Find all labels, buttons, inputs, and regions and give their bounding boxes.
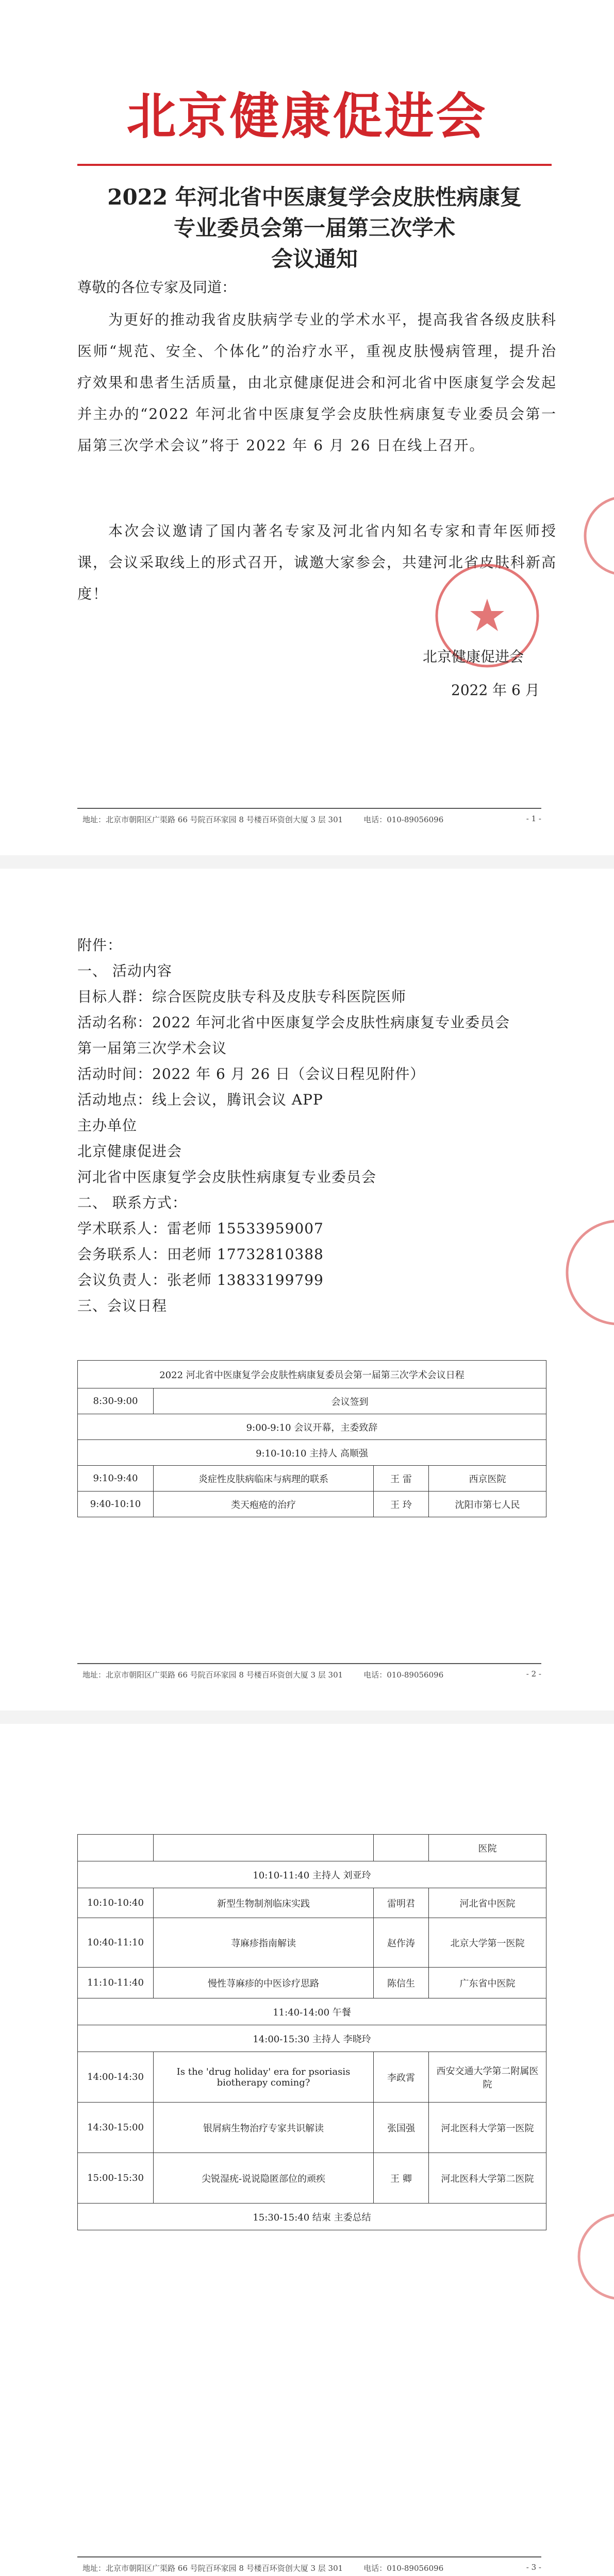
attachment-label: 附件： <box>77 937 123 954</box>
notice-paragraph-1: 为更好的推动我省皮肤病学专业的学术水平，提高我省各级皮肤科医师“规范、安全、个体化”的治疗水平，重视皮肤慢病管理，提升治疗效果和患者生活质量，由北京健康促进会和河北省中医康复学会发起并主办的“2022 年河北省中医康复学会皮肤性病康复专业委员会第一届第三次学术会议”将于 2022 年 6 月 26 日在线上召开。 <box>77 311 557 454</box>
schedule-time <box>78 1835 154 1861</box>
schedule-table-title: 2022 河北省中医康复学会皮肤性病康复委员会第一届第三次学术会议日程 <box>78 1361 546 1388</box>
schedule-speaker <box>374 1835 429 1861</box>
schedule-unit: 西京医院 <box>429 1466 546 1492</box>
footer-phone: 电话：010-89056096 <box>363 1670 444 1680</box>
schedule-topic: 荨麻疹指南解读 <box>154 1918 374 1968</box>
schedule-time: 11:10-11:40 <box>78 1968 154 1998</box>
notice-paragraph-2: 本次会议邀请了国内著名专家及河北省内知名专家和青年医师授课，会议采取线上的形式召开，诚邀大家参会，共建河北省皮肤科新高度！ <box>77 522 557 602</box>
organizer-1: 北京健康促进会 <box>77 1143 182 1160</box>
schedule-speaker: 王 玲 <box>374 1492 429 1517</box>
doc-title-line-1: 2022 年河北省中医康复学会皮肤性病康复 <box>107 184 522 210</box>
schedule-topic: 慢性荨麻疹的中医诊疗思路 <box>154 1968 374 1998</box>
section-heading-activity: 一、 活动内容 <box>77 962 172 979</box>
activity-time: 活动时间：2022 年 6 月 26 日（会议日程见附件） <box>77 1065 425 1082</box>
schedule-topic: 银屑病生物治疗专家共识解读 <box>154 2103 374 2153</box>
page-footer <box>82 814 541 825</box>
schedule-time: 14:30-15:00 <box>78 2103 154 2153</box>
schedule-topic: Is the 'drug holiday' era for psoriasis biotherapy coming? <box>154 2052 374 2103</box>
signature-date: 2022 年 6 月 <box>451 682 540 699</box>
schedule-speaker: 赵作涛 <box>374 1918 429 1968</box>
footer-address: 地址：北京市朝阳区广渠路 66 号院百环家园 8 号楼百环资创大厦 3 层 301 <box>82 815 343 824</box>
edge-seal-partial <box>577 495 614 579</box>
schedule-unit: 河北医科大学第二医院 <box>429 2153 546 2204</box>
schedule-speaker: 陈信生 <box>374 1968 429 1998</box>
footer-phone: 电话：010-89056096 <box>363 2564 444 2573</box>
schedule-session: 10:10-11:40 主持人 刘亚玲 <box>78 1861 546 1888</box>
schedule-speaker: 雷明君 <box>374 1888 429 1918</box>
schedule-speaker: 王 卿 <box>374 2153 429 2204</box>
contact-head: 会议负责人：张老师 13833199799 <box>77 1272 324 1289</box>
section-heading-contacts: 二、 联系方式： <box>77 1194 187 1211</box>
schedule-time: 9:40-10:10 <box>78 1492 154 1517</box>
org-letterhead-title: 北京健康促进会 <box>126 88 488 145</box>
schedule-speaker: 张国强 <box>374 2103 429 2153</box>
schedule-unit: 广东省中医院 <box>429 1968 546 1998</box>
contact-academic: 学术联系人：雷老师 15533959007 <box>77 1220 324 1237</box>
footer-address: 地址：北京市朝阳区广渠路 66 号院百环家园 8 号楼百环资创大厦 3 层 301 <box>82 2564 343 2573</box>
signature-org: 北京健康促进会 <box>423 648 524 665</box>
schedule-topic: 炎症性皮肤病临床与病理的联系 <box>154 1466 374 1492</box>
salutation: 尊敬的各位专家及同道： <box>77 279 237 296</box>
footer-page-number: - 3 - <box>526 2563 541 2572</box>
section-heading-schedule: 三、会议日程 <box>77 1297 168 1314</box>
schedule-session: 15:30-15:40 结束 主委总结 <box>78 2204 546 2230</box>
letterhead-divider <box>77 164 552 166</box>
footer-divider <box>77 808 541 809</box>
schedule-table-part2 <box>77 1834 546 2230</box>
schedule-time: 10:10-10:40 <box>78 1888 154 1918</box>
schedule-session: 11:40-14:00 午餐 <box>78 1998 546 2025</box>
schedule-session: 14:00-15:30 主持人 李晓玲 <box>78 2025 546 2052</box>
schedule-topic: 尖锐湿疣-说说隐匿部位的顽疾 <box>154 2153 374 2204</box>
activity-name-cont: 第一届第三次学术会议 <box>77 1040 227 1057</box>
activity-name: 活动名称：2022 年河北省中医康复学会皮肤性病康复专业委员会 <box>77 1014 510 1031</box>
footer-address: 地址：北京市朝阳区广渠路 66 号院百环家园 8 号楼百环资创大厦 3 层 301 <box>82 1670 343 1680</box>
page-separator <box>0 855 614 869</box>
footer-divider <box>77 1663 541 1664</box>
schedule-unit: 河北医科大学第一医院 <box>429 2103 546 2153</box>
organizer-heading: 主办单位 <box>77 1117 138 1134</box>
doc-title-line-3: 会议通知 <box>271 246 358 272</box>
activity-location: 活动地点：线上会议，腾讯会议 APP <box>77 1091 323 1108</box>
footer-divider <box>77 2556 541 2557</box>
schedule-time: 10:40-11:10 <box>78 1918 154 1968</box>
footer-page-number: - 2 - <box>526 1669 541 1679</box>
schedule-unit: 沈阳市第七人民 <box>429 1492 546 1517</box>
schedule-session: 9:10-10:10 主持人 高顺强 <box>78 1440 546 1466</box>
schedule-time: 15:00-15:30 <box>78 2153 154 2204</box>
schedule-time: 8:30-9:00 <box>78 1388 154 1414</box>
schedule-unit: 河北省中医院 <box>429 1888 546 1918</box>
schedule-time: 9:10-9:40 <box>78 1466 154 1492</box>
schedule-unit: 西安交通大学第二附属医院 <box>429 2052 546 2103</box>
target-audience: 目标人群：综合医院皮肤专科及皮肤专科医院医师 <box>77 988 407 1005</box>
schedule-speaker: 李政霄 <box>374 2052 429 2103</box>
doc-title-line-2: 专业委员会第一届第三次学术 <box>173 215 455 241</box>
footer-phone: 电话：010-89056096 <box>363 815 444 824</box>
organizer-2: 河北省中医康复学会皮肤性病康复专业委员会 <box>77 1168 377 1185</box>
footer-page-number: - 1 - <box>526 814 541 823</box>
edge-seal-partial <box>562 1216 614 1331</box>
schedule-session: 9:00-9:10 会议开幕，主委致辞 <box>78 1414 546 1440</box>
contact-affairs: 会务联系人：田老师 17732810388 <box>77 1246 324 1263</box>
schedule-speaker: 王 雷 <box>374 1466 429 1492</box>
schedule-table-part1 <box>77 1360 546 1517</box>
schedule-item: 会议签到 <box>154 1388 546 1414</box>
schedule-topic: 新型生物制剂临床实践 <box>154 1888 374 1918</box>
page-footer <box>82 2563 541 2573</box>
schedule-topic: 类天疱疮的治疗 <box>154 1492 374 1517</box>
schedule-unit: 医院 <box>429 1835 546 1861</box>
page-separator <box>0 1710 614 1724</box>
schedule-unit: 北京大学第一医院 <box>429 1918 546 1968</box>
schedule-topic <box>154 1835 374 1861</box>
edge-seal-partial <box>572 2210 614 2305</box>
page-footer <box>82 1669 541 1680</box>
schedule-time: 14:00-14:30 <box>78 2052 154 2103</box>
